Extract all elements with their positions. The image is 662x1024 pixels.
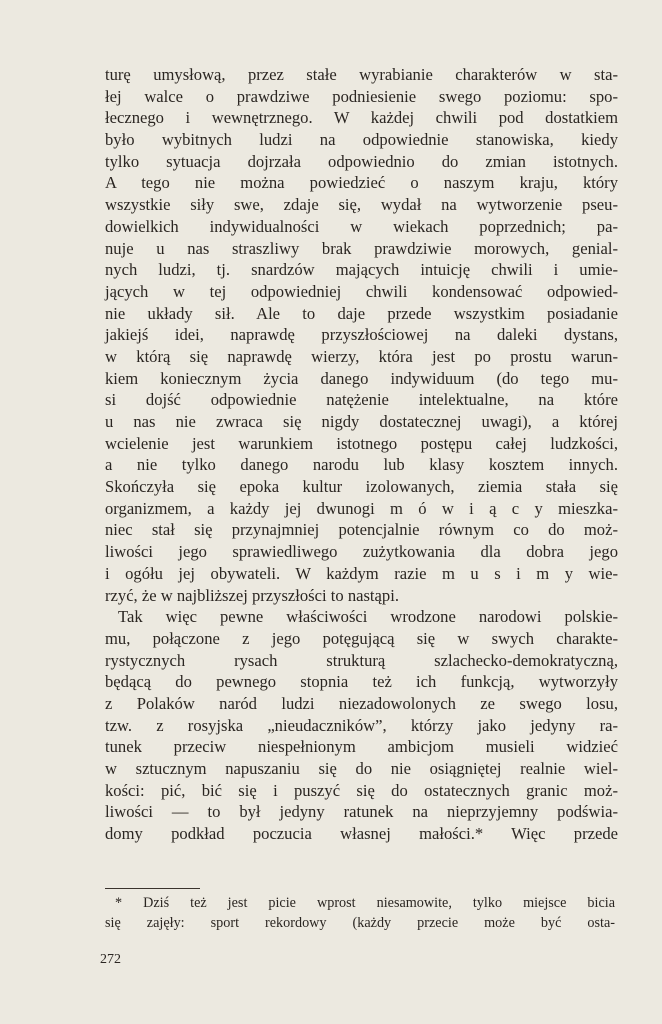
text-line: organizmem, a każdy jej dwunogi m ó w i ą c y mieszka- — [105, 498, 618, 518]
text-line: rystycznych rysach strukturą szlachecko-demokratyczną, — [105, 650, 618, 670]
text-line: Tak więc pewne właściwości wrodzone narodowi polskie- — [118, 607, 618, 627]
text-line: liwości — to był jedyny ratunek na nieprzyjemny podświa- — [105, 802, 618, 822]
text-line: liwości jego sprawiedliwego zużytkowania dla dobra jego — [105, 542, 618, 562]
text-line: mu, połączone z jego potęgującą się w swych charakte- — [105, 628, 618, 648]
text-line: Skończyła się epoka kultur izolowanych, ziemia stała się — [105, 477, 618, 497]
text-line: było wybitnych ludzi na odpowiednie stanowiska, kiedy — [105, 130, 618, 150]
text-line: z Polaków naród ludzi niezadowolonych ze swego losu, — [105, 693, 618, 713]
text-line: domy podkład poczucia własnej małości.* Więc przede — [105, 824, 618, 844]
text-line: jących w tej odpowiedniej chwili kondensować odpowied- — [105, 281, 618, 301]
text-line: si dojść odpowiednie natężenie intelektualne, na które — [105, 390, 618, 410]
text-line: kiem koniecznym życia danego indywiduum (do tego mu- — [105, 368, 618, 388]
text-line: niec stał się przynajmniej potencjalnie równym co do moż- — [105, 520, 618, 540]
text-line: w sztucznym napuszaniu się do nie osiągniętej realnie wiel- — [105, 759, 618, 778]
text-line: łej walce o prawdziwe podniesienie swego poziomu: spo- — [105, 86, 618, 106]
text-line: nuje u nas straszliwy brak prawdziwie morowych, genial- — [105, 238, 618, 258]
footnote — [105, 893, 615, 933]
text-line: wszystkie siły swe, zdaje się, wydał na wytworzenie pseu- — [105, 195, 618, 215]
text-line: a nie tylko danego narodu lub klasy kosztem innych. — [105, 455, 618, 475]
text-line: A tego nie można powiedzieć o naszym kraju, który — [105, 173, 618, 193]
footnote-divider — [105, 888, 200, 889]
body-text — [105, 64, 618, 845]
text-line: będącą do pewnego stopnia też ich funkcją, wytworzyły — [105, 672, 618, 692]
text-line: u nas nie zwraca się nigdy dostatecznej uwagi), a której — [105, 412, 618, 431]
text-line: turę umysłową, przez stałe wyrabianie charakterów w sta- — [105, 65, 618, 84]
text-line: tunek przeciw niespełnionym ambicjom musieli widzieć — [105, 737, 618, 757]
text-line: tzw. z rosyjska „nieudaczników”, którzy jako jedyny ra- — [105, 715, 618, 735]
text-line: dowielkich indywidualności w wiekach poprzednich; pa- — [105, 216, 618, 236]
text-line: i ogółu jej obywateli. W każdym razie m u s i m y wie- — [105, 563, 618, 583]
text-line: wcielenie jest warunkiem istotnego postępu całej ludzkości, — [105, 433, 618, 453]
footnote-line: się zajęły: sport rekordowy (każdy przecie może być osta- — [105, 915, 615, 931]
footnote-line: * Dziś też jest picie wprost niesamowite, tylko miejsce bicia — [115, 895, 615, 911]
text-line: nych ludzi, tj. snardzów mających intuicję chwili i umie- — [105, 260, 618, 280]
page-number: 272 — [100, 952, 121, 967]
text-line: w którą się naprawdę wierzy, która jest po prostu warun- — [105, 346, 618, 366]
text-line: nie układy sił. Ale to daje przede wszystkim posiadanie — [105, 303, 618, 323]
text-line: rzyć, że w najbliższej przyszłości to nastąpi. — [105, 585, 399, 605]
text-line: jakiejś idei, naprawdę przyszłościowej na daleki dystans, — [105, 325, 618, 345]
text-line: łecznego i wewnętrznego. W każdej chwili pod dostatkiem — [105, 108, 618, 128]
text-line: tylko sytuacja dojrzała odpowiednio do zmian istotnych. — [105, 151, 618, 171]
text-line: kości: pić, bić się i puszyć się do ostatecznych granic moż- — [105, 780, 618, 800]
